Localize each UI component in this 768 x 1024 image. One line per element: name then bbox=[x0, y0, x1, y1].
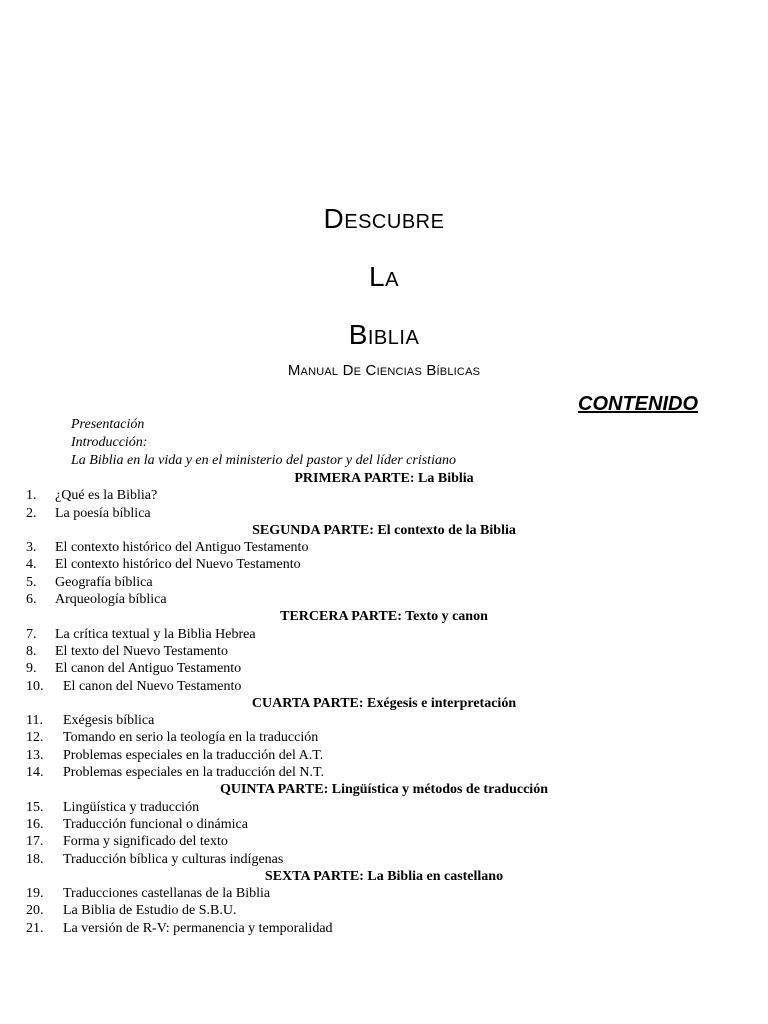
toc-entry-number: 2. bbox=[26, 505, 37, 521]
toc-entry-title: Tomando en serio la teología en la traducción bbox=[63, 730, 319, 746]
toc-entry-title: Lingüística y traducción bbox=[63, 799, 200, 815]
toc-entry-number: 21. bbox=[26, 920, 44, 936]
part-heading: CUARTA PARTE: Exégesis e interpretación bbox=[251, 695, 517, 711]
toc-entry bbox=[0, 591, 768, 608]
toc-entry-title: Arqueología bíblica bbox=[55, 592, 167, 608]
toc-entry-title: El contexto histórico del Antiguo Testamento bbox=[55, 540, 309, 556]
toc-entry bbox=[0, 660, 768, 677]
part-heading: PRIMERA PARTE: La Biblia bbox=[294, 471, 474, 486]
toc-entry-title: Geografía bíblica bbox=[55, 574, 153, 590]
toc-entry bbox=[0, 556, 768, 573]
table-of-contents bbox=[0, 470, 768, 937]
toc-entry bbox=[0, 747, 768, 764]
toc-entry bbox=[0, 902, 768, 919]
toc-entry-title: Traducción bíblica y culturas indígenas bbox=[63, 851, 284, 867]
title-block bbox=[0, 190, 768, 379]
toc-entry-number: 18. bbox=[26, 851, 44, 867]
toc-entry-number: 15. bbox=[26, 799, 44, 815]
toc-entry-number: 6. bbox=[26, 592, 37, 608]
toc-entry-title: Exégesis bíblica bbox=[63, 713, 155, 729]
toc-entry-number: 12. bbox=[26, 730, 44, 746]
title-line-3: Biblia bbox=[348, 319, 420, 350]
front-matter-item: Introducción: bbox=[71, 435, 148, 450]
toc-entry bbox=[0, 539, 768, 556]
toc-entry-title: El contexto histórico del Nuevo Testamento bbox=[55, 557, 301, 573]
toc-entry bbox=[0, 885, 768, 902]
toc-entry-title: ¿Qué es la Biblia? bbox=[55, 488, 158, 504]
toc-entry bbox=[0, 712, 768, 729]
toc-entry-number: 17. bbox=[26, 834, 44, 850]
toc-entry-title: La Biblia de Estudio de S.B.U. bbox=[63, 903, 237, 919]
toc-entry-number: 4. bbox=[26, 557, 37, 573]
toc-entry-title: La versión de R-V: permanencia y temporalidad bbox=[63, 920, 333, 936]
toc-entry-title: El texto del Nuevo Testamento bbox=[55, 643, 228, 659]
front-matter-item: La Biblia en la vida y en el ministerio del pastor y del líder cristiano bbox=[71, 453, 456, 468]
contents-heading: CONTENIDO bbox=[578, 393, 698, 415]
toc-entry bbox=[0, 487, 768, 504]
toc-entry bbox=[0, 643, 768, 660]
toc-entry bbox=[0, 920, 768, 937]
toc-entry-number: 14. bbox=[26, 765, 44, 781]
toc-entry-number: 19. bbox=[26, 886, 44, 902]
toc-entry-title: La poesía bíblica bbox=[55, 505, 151, 521]
toc-entry-title: Problemas especiales en la traducción del A.T. bbox=[63, 747, 324, 763]
toc-entry-number: 5. bbox=[26, 574, 37, 590]
part-heading: SEXTA PARTE: La Biblia en castellano bbox=[264, 868, 504, 884]
toc-entry-number: 10. bbox=[26, 678, 44, 694]
toc-entry-number: 1. bbox=[26, 488, 37, 504]
toc-entry bbox=[0, 851, 768, 868]
toc-entry bbox=[0, 799, 768, 816]
title-line-2: La bbox=[369, 261, 399, 292]
toc-entry-number: 9. bbox=[26, 661, 37, 677]
toc-entry-number: 13. bbox=[26, 747, 44, 763]
toc-entry-number: 7. bbox=[26, 626, 37, 642]
toc-entry bbox=[0, 764, 768, 781]
toc-entry bbox=[0, 626, 768, 643]
toc-entry-title: Traducción funcional o dinámica bbox=[63, 816, 248, 832]
front-matter bbox=[71, 416, 456, 470]
part-heading: TERCERA PARTE: Texto y canon bbox=[280, 609, 488, 625]
toc-entry-title: Traducciones castellanas de la Biblia bbox=[63, 886, 271, 902]
toc-entry-title: Forma y significado del texto bbox=[63, 834, 228, 850]
part-heading: QUINTA PARTE: Lingüística y métodos de traducción bbox=[219, 782, 548, 798]
toc-entry-number: 3. bbox=[26, 540, 37, 556]
title-line-1: Descubre bbox=[323, 203, 445, 234]
toc-entry-title: Problemas especiales en la traducción del N.T. bbox=[63, 765, 324, 781]
toc-entry-number: 16. bbox=[26, 816, 44, 832]
toc-entry bbox=[0, 678, 768, 695]
toc-entry bbox=[0, 505, 768, 522]
toc-entry-title: La crítica textual y la Biblia Hebrea bbox=[55, 626, 256, 642]
toc-entry bbox=[0, 833, 768, 850]
front-matter-item: Presentación bbox=[71, 417, 145, 432]
toc-entry-number: 8. bbox=[26, 643, 37, 659]
toc-entry bbox=[0, 816, 768, 833]
toc-entry bbox=[0, 729, 768, 746]
toc-entry-title: El canon del Antiguo Testamento bbox=[55, 661, 242, 677]
toc-entry-number: 11. bbox=[26, 713, 43, 729]
part-heading: SEGUNDA PARTE: El contexto de la Biblia bbox=[252, 522, 516, 538]
subtitle: Manual De Ciencias Bíblicas bbox=[287, 362, 481, 379]
toc-entry-title: El canon del Nuevo Testamento bbox=[63, 678, 242, 694]
toc-entry bbox=[0, 574, 768, 591]
toc-entry-number: 20. bbox=[26, 903, 44, 919]
